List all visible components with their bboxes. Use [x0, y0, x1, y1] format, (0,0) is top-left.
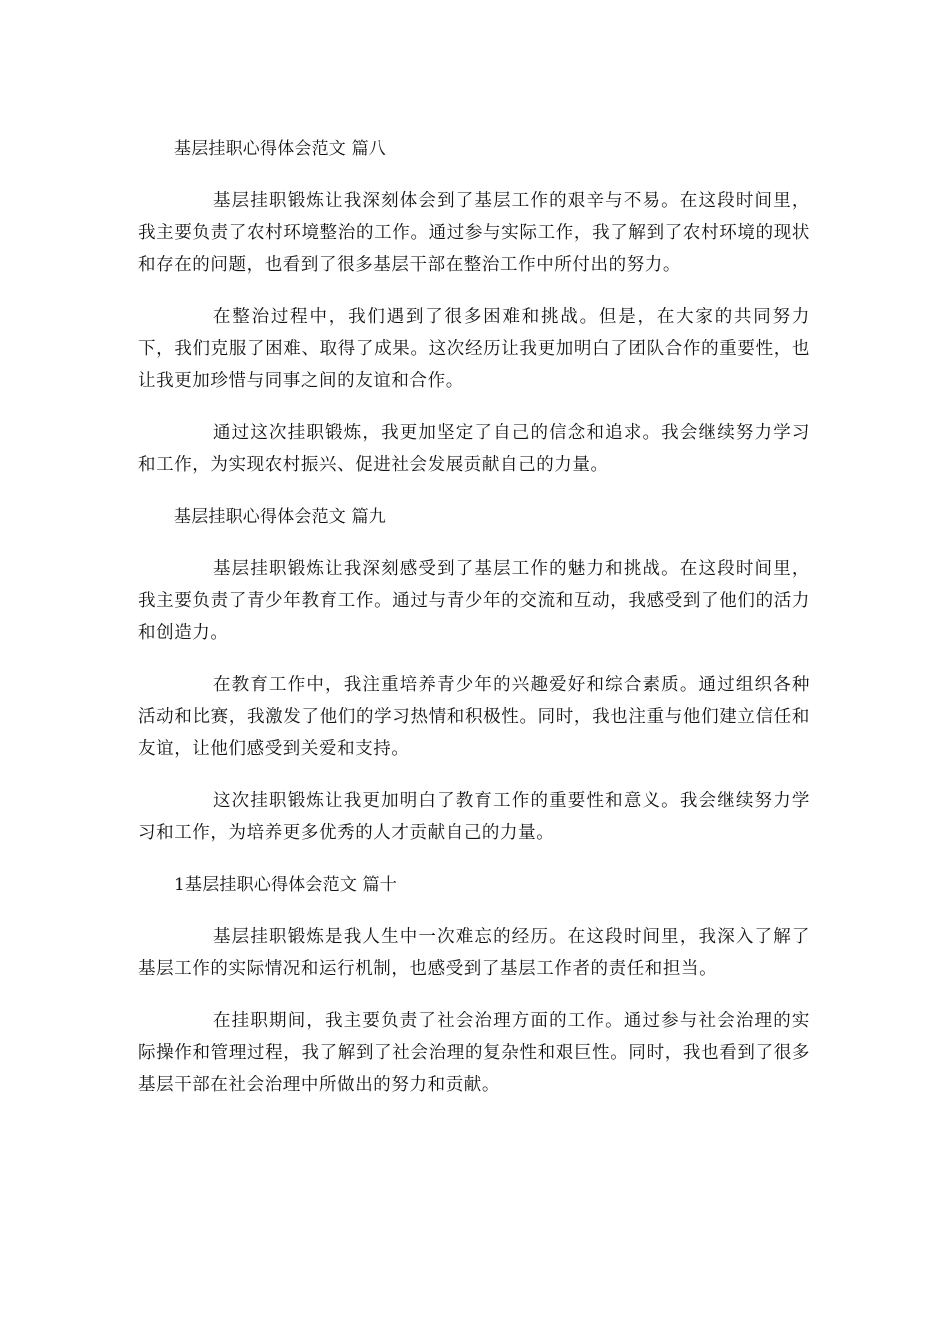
- paragraph: 基层挂职锻炼是我人生中一次难忘的经历。在这段时间里，我深入了解了基层工作的实际情况和运行机制，也感受到了基层工作者的责任和担当。: [138, 927, 810, 979]
- paragraph: 在整治过程中，我们遇到了很多困难和挑战。但是，在大家的共同努力下，我们克服了困难、取得了成果。这次经历让我更加明白了团队合作的重要性，也让我更加珍惜与同事之间的友谊和合作。: [138, 307, 810, 391]
- paragraph: 通过这次挂职锻炼，我更加坚定了自己的信念和追求。我会继续努力学习和工作，为实现农村振兴、促进社会发展贡献自己的力量。: [138, 423, 810, 475]
- paragraph: 在挂职期间，我主要负责了社会治理方面的工作。通过参与社会治理的实际操作和管理过程，我了解到了社会治理的复杂性和艰巨性。同时，我也看到了很多基层干部在社会治理中所做出的努力和贡献。: [138, 1011, 810, 1095]
- paragraph: 在教育工作中，我注重培养青少年的兴趣爱好和综合素质。通过组织各种活动和比赛，我激发了他们的学习热情和积极性。同时，我也注重与他们建立信任和友谊，让他们感受到关爱和支持。: [138, 675, 810, 759]
- section-heading-10: 1基层挂职心得体会范文 篇十: [174, 875, 398, 895]
- paragraph: 基层挂职锻炼让我深刻感受到了基层工作的魅力和挑战。在这段时间里，我主要负责了青少年教育工作。通过与青少年的交流和互动，我感受到了他们的活力和创造力。: [138, 559, 810, 643]
- section-heading-8: 基层挂职心得体会范文 篇八: [174, 139, 387, 159]
- paragraph: 基层挂职锻炼让我深刻体会到了基层工作的艰辛与不易。在这段时间里，我主要负责了农村环境整治的工作。通过参与实际工作，我了解到了农村环境的现状和存在的问题，也看到了很多基层干部在整治工作中所付出的努力。: [138, 191, 810, 275]
- section-heading-9: 基层挂职心得体会范文 篇九: [174, 507, 387, 527]
- paragraph: 这次挂职锻炼让我更加明白了教育工作的重要性和意义。我会继续努力学习和工作，为培养更多优秀的人才贡献自己的力量。: [138, 791, 810, 843]
- document-body: [138, 133, 810, 1121]
